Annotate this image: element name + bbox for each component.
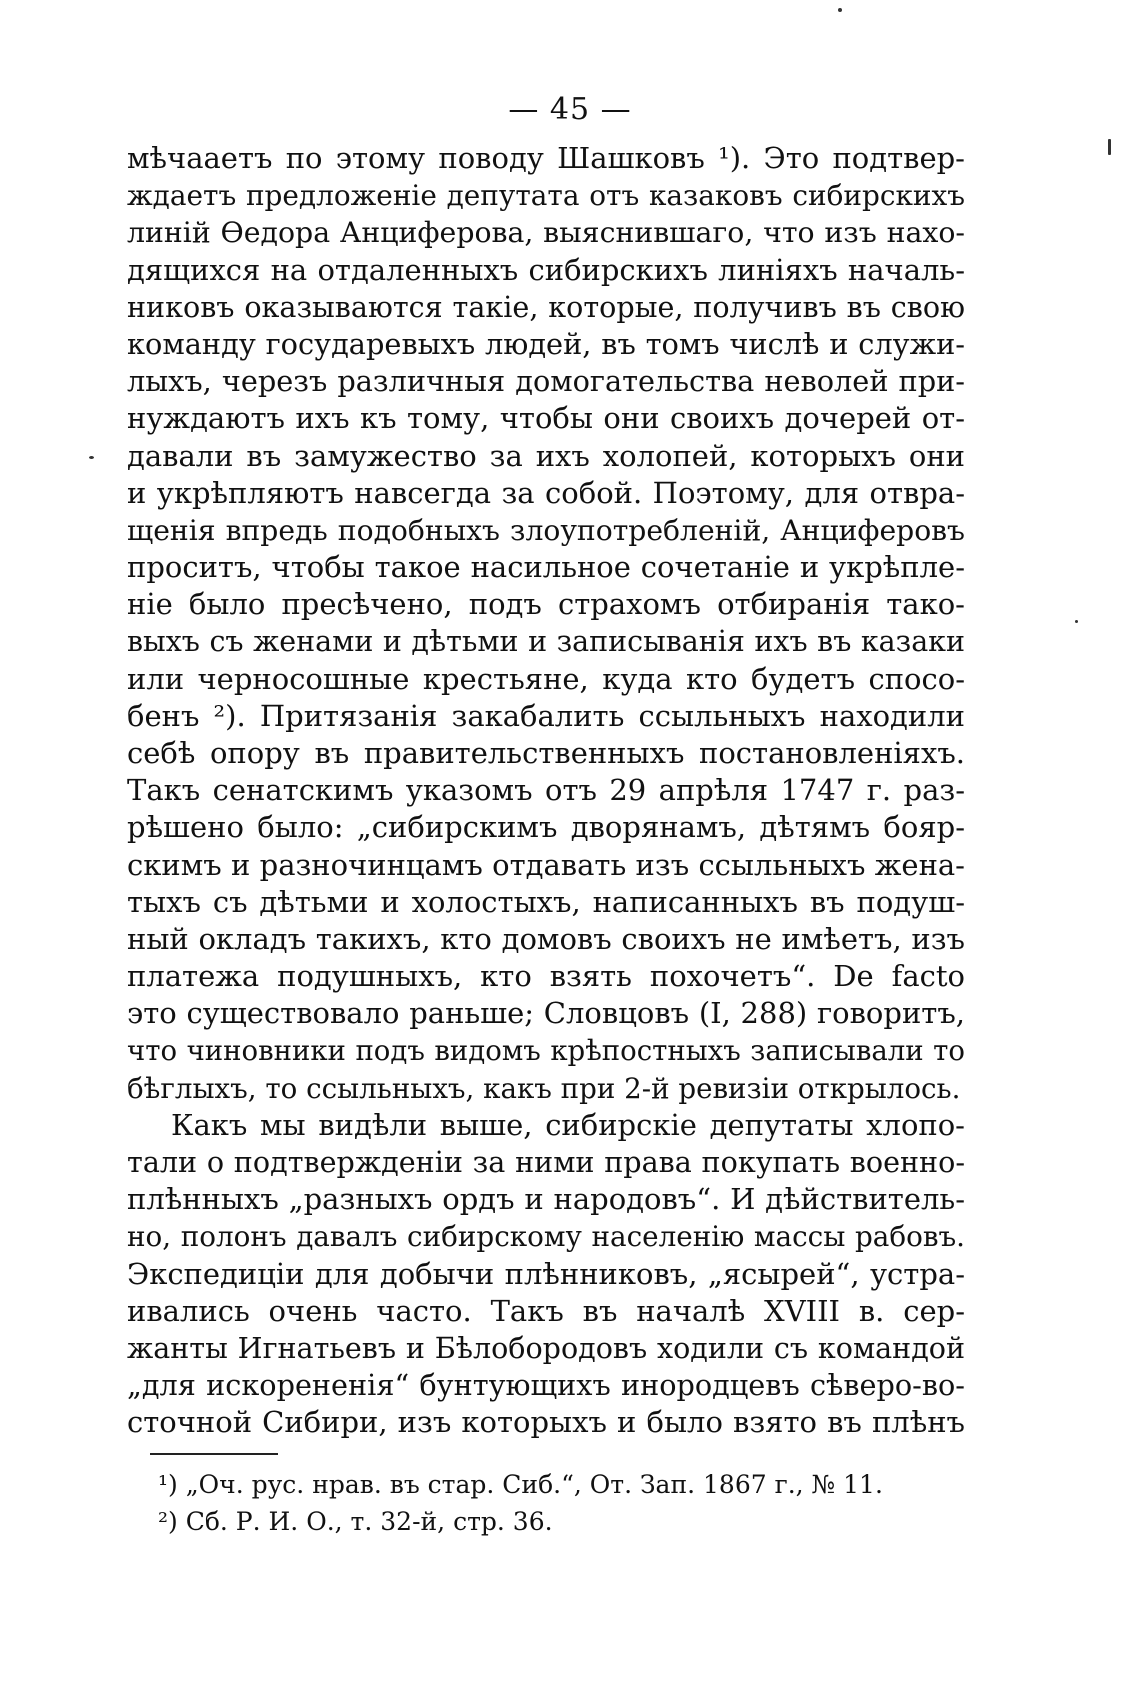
- text-line: сточной Сибири, изъ которыхъ и было взято въ плѣнъ: [127, 1405, 965, 1440]
- text-line: но, полонъ давалъ сибирскому населенію массы рабовъ.: [127, 1220, 965, 1254]
- text-line: тали о подтвержденіи за ними права покупать военно-: [127, 1145, 965, 1180]
- text-line: линій Ѳедора Анциферова, выяснившаго, что изъ нахо-: [127, 216, 965, 250]
- text-line: жанты Игнатьевъ и Бѣлобородовъ ходили съ командой: [127, 1331, 965, 1365]
- text-line: дящихся на отдаленныхъ сибирскихъ линіяхъ началь-: [127, 252, 965, 287]
- text-line: ивались очень часто. Такъ въ началѣ XVIII в. сер-: [127, 1293, 965, 1328]
- text-line: платежа подушныхъ, кто взять похочетъ“. De facto: [127, 959, 965, 994]
- scan-speck: [89, 456, 94, 459]
- text-line: выхъ съ женами и дѣтьми и записыванія ихъ въ казаки: [127, 625, 965, 659]
- text-line: Экспедиціи для добычи плѣнниковъ, „ясырей“, устра-: [127, 1256, 965, 1291]
- text-line: мѣчааетъ по этому поводу Шашковъ ¹). Это подтвер-: [127, 141, 965, 175]
- text-line: это существовало раньше; Словцовъ (I, 288) говоритъ,: [127, 996, 965, 1031]
- scan-speck: [838, 8, 842, 12]
- text-line: плѣнныхъ „разныхъ ордъ и народовъ“. И дѣйствитель-: [127, 1182, 965, 1217]
- footnote-separator: [150, 1453, 278, 1455]
- text-line: тыхъ съ дѣтьми и холостыхъ, написанныхъ въ подуш-: [127, 884, 965, 919]
- text-line: щенія впредь подобныхъ злоупотребленій, Анциферовъ: [127, 513, 965, 547]
- text-line: лыхъ, черезъ различныя домогательства неволей при-: [127, 364, 965, 399]
- text-line: Такъ сенатскимъ указомъ отъ 29 апрѣля 1747 г. раз-: [127, 773, 965, 808]
- text-line: или черносошные крестьяне, куда кто будетъ спосо-: [127, 661, 965, 696]
- text-line: что чиновники подъ видомъ крѣпостныхъ записывали то: [127, 1034, 965, 1067]
- text-line: давали въ замужество за ихъ холопей, которыхъ они: [127, 438, 965, 473]
- text-line: нуждаютъ ихъ къ тому, чтобы они своихъ дочерей от-: [127, 401, 965, 436]
- footnote-1: ¹) „Оч. рус. нрав. въ стар. Сиб.“, От. Зап. 1867 г., № 11.: [158, 1470, 883, 1499]
- text-line: команду государевыхъ людей, въ томъ числѣ и служи-: [127, 326, 965, 361]
- page-number: — 45 —: [508, 92, 632, 127]
- body-text: [127, 140, 965, 1442]
- footnotes: [158, 1466, 918, 1540]
- text-line: ный окладъ такихъ, кто домовъ своихъ не имѣетъ, изъ: [127, 921, 965, 956]
- text-line: „для искорененія“ бунтующихъ инородцевъ сѣверо-во-: [127, 1368, 965, 1403]
- text-line: никовъ оказываются такіе, которые, получивъ въ свою: [127, 289, 965, 324]
- text-line: бенъ ²). Притязанія закабалить ссыльныхъ находили: [127, 698, 965, 733]
- text-line: и укрѣпляютъ навсегда за собой. Поэтому, для отвра-: [127, 475, 965, 510]
- text-line: рѣшено было: „сибирскимъ дворянамъ, дѣтямъ бояр-: [127, 810, 965, 845]
- scan-speck: [1108, 139, 1111, 155]
- paragraph-end-line: бѣглыхъ, то ссыльныхъ, какъ при 2-й ревизіи открылось.: [127, 1071, 961, 1105]
- footnote-2: ²) Сб. Р. И. О., т. 32-й, стр. 36.: [158, 1507, 553, 1536]
- text-line: ждаетъ предложеніе депутата отъ казаковъ сибирскихъ: [127, 179, 965, 213]
- text-line: ніе было пресѣчено, подъ страхомъ отбиранія тако-: [127, 587, 965, 622]
- text-line: себѣ опору въ правительственныхъ постановленіяхъ.: [127, 736, 965, 770]
- text-line: скимъ и разночинцамъ отдавать изъ ссыльныхъ жена-: [127, 847, 965, 882]
- paragraph-start-line: Какъ мы видѣли выше, сибирскіе депутаты хлопо-: [171, 1107, 965, 1142]
- text-line: проситъ, чтобы такое насильное сочетаніе и укрѣпле-: [127, 550, 965, 585]
- scan-speck: [1075, 620, 1078, 623]
